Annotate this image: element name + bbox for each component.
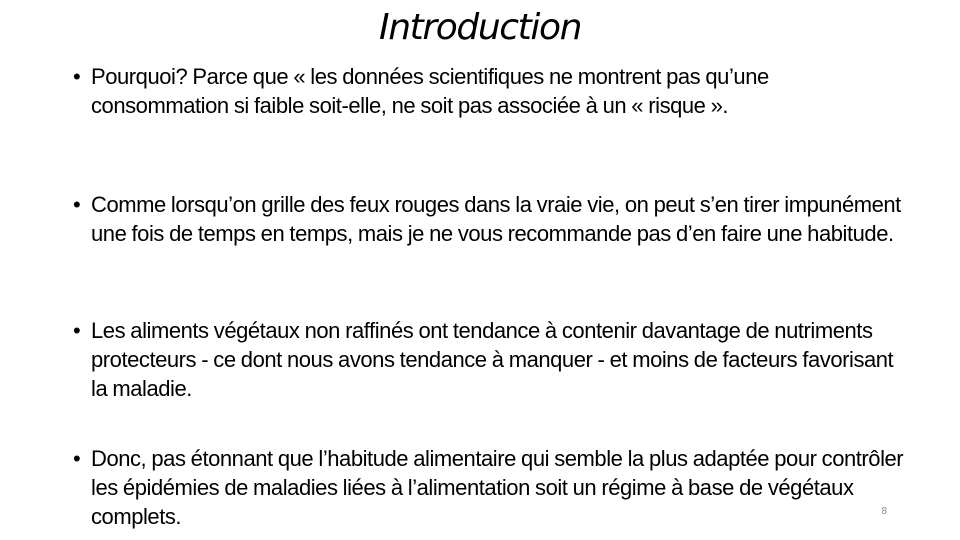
page-number: 8 — [881, 506, 887, 517]
bullet-dot-icon: • — [73, 318, 81, 343]
bullet-text: Comme lorsqu’on grille des feux rouges dans la vraie vie, on peut s’en tirer impunément une fois de temps en temps, mais je ne vous recommande pas d’en faire une habitude. — [91, 192, 901, 246]
bullet-dot-icon: • — [73, 192, 81, 217]
slide-title: Introduction — [379, 7, 581, 48]
bullet-item — [70, 316, 905, 403]
bullet-item — [70, 62, 905, 120]
bullet-dot-icon: • — [73, 446, 81, 471]
bullet-text: Les aliments végétaux non raffinés ont tendance à contenir davantage de nutriments protecteurs - ce dont nous avons tendance à manquer - et moins de facteurs favorisant la maladie. — [91, 318, 894, 401]
bullet-item — [70, 190, 905, 248]
bullet-item — [70, 444, 905, 531]
bullet-text: Donc, pas étonnant que l’habitude alimentaire qui semble la plus adaptée pour contrôler les épidémies de maladies liées à l’alimentation soit un régime à base de végétaux complets. — [91, 446, 904, 529]
bullet-dot-icon: • — [73, 64, 81, 89]
bullet-text: Pourquoi? Parce que « les données scientifiques ne montrent pas qu’une consommation si faible soit-elle, ne soit pas associée à un « risque ». — [91, 64, 769, 118]
